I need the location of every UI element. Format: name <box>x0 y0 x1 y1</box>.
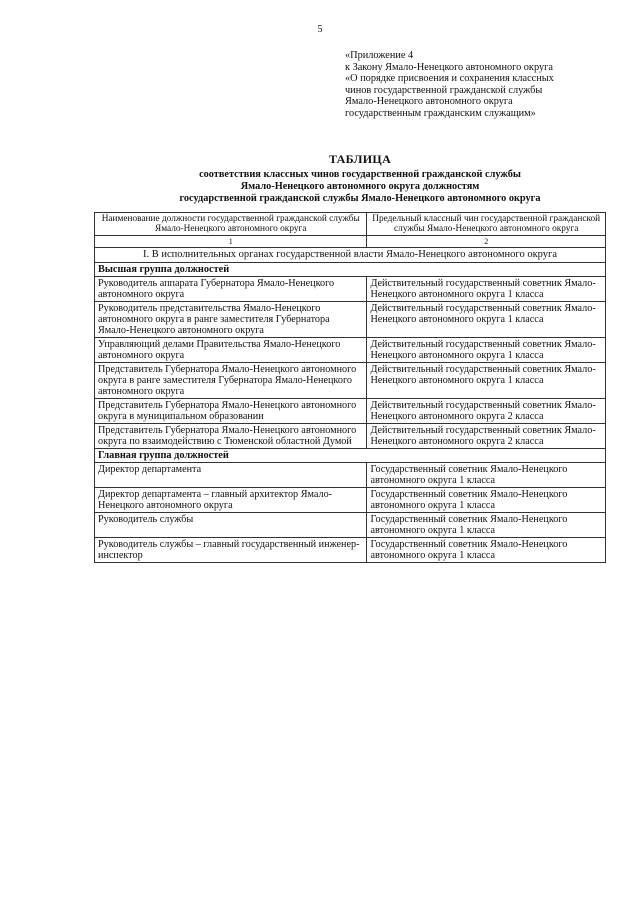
annex-line: Ямало-Ненецкого автономного округа <box>345 96 513 108</box>
table-header-row <box>95 213 606 236</box>
class-rank-cell: Действительный государственный советник Ямало-Ненецкого автономного округа 2 класса <box>367 399 606 424</box>
table-row <box>95 488 606 513</box>
class-rank-cell: Действительный государственный советник Ямало-Ненецкого автономного округа 2 класса <box>367 424 606 449</box>
header-class-rank: Предельный классный чин государственной гражданской службы Ямало-Ненецкого автономного округа <box>367 213 606 236</box>
class-rank-cell: Государственный советник Ямало-Ненецкого автономного округа 1 класса <box>367 513 606 538</box>
position-cell: Руководитель аппарата Губернатора Ямало-Ненецкого автономного округа <box>95 277 367 302</box>
rank-correspondence-table <box>94 212 606 563</box>
annex-reference <box>345 50 625 120</box>
class-rank-cell: Государственный советник Ямало-Ненецкого автономного округа 1 класса <box>367 488 606 513</box>
document-title <box>90 152 630 204</box>
title-line: соответствия классных чинов государственной гражданской службы <box>199 169 521 180</box>
annex-line: государственным гражданским служащим» <box>345 107 536 119</box>
position-cell: Представитель Губернатора Ямало-Ненецкого автономного округа по взаимодействию с Тюменской областной Думой <box>95 424 367 449</box>
position-cell: Руководитель службы – главный государственный инженер-инспектор <box>95 538 367 563</box>
class-rank-cell: Государственный советник Ямало-Ненецкого автономного округа 1 класса <box>367 463 606 488</box>
class-rank-cell: Действительный государственный советник Ямало-Ненецкого автономного округа 1 класса <box>367 363 606 399</box>
annex-line: «Приложение 4 <box>345 50 414 61</box>
group-title: Высшая группа должностей <box>95 263 606 277</box>
column-number-row <box>95 236 606 248</box>
table-row <box>95 399 606 424</box>
annex-line: к Закону Ямало-Ненецкого автономного округа <box>345 61 553 73</box>
table-row <box>95 338 606 363</box>
position-cell: Руководитель представительства Ямало-Ненецкого автономного округа в ранге заместителя Губернатора Ямало-Ненецкого автономного округа <box>95 302 367 338</box>
table-row <box>95 277 606 302</box>
annex-line: «О порядке присвоения и сохранения классных <box>345 73 554 85</box>
column-number: 1 <box>95 236 367 248</box>
column-number: 2 <box>367 236 606 248</box>
position-cell: Представитель Губернатора Ямало-Ненецкого автономного округа в ранге заместителя Губернатора Ямало-Ненецкого автономного округа <box>95 363 367 399</box>
section-title: I. В исполнительных органах государственной власти Ямало-Ненецкого автономного округа <box>95 248 606 263</box>
position-cell: Представитель Губернатора Ямало-Ненецкого автономного округа в муниципальном образовании <box>95 399 367 424</box>
table-row <box>95 538 606 563</box>
table-row <box>95 302 606 338</box>
table-row <box>95 513 606 538</box>
table-row <box>95 363 606 399</box>
position-cell: Директор департамента – главный архитектор Ямало-Ненецкого автономного округа <box>95 488 367 513</box>
title-line: государственной гражданской службы Ямало-Ненецкого автономного округа <box>179 192 541 204</box>
header-position: Наименование должности государственной гражданской службы Ямало-Ненецкого автономного округа <box>95 213 367 236</box>
position-cell: Руководитель службы <box>95 513 367 538</box>
page-number: 5 <box>317 24 323 35</box>
title-line: Ямало-Ненецкого автономного округа должностям <box>240 180 480 192</box>
position-cell: Директор департамента <box>95 463 367 488</box>
section-row <box>95 248 606 263</box>
group-title: Главная группа должностей <box>95 449 606 463</box>
class-rank-cell: Действительный государственный советник Ямало-Ненецкого автономного округа 1 класса <box>367 338 606 363</box>
group-row <box>95 449 606 463</box>
group-row <box>95 263 606 277</box>
annex-line: чинов государственной гражданской службы <box>345 84 543 96</box>
title-main: ТАБЛИЦА <box>328 152 392 166</box>
position-cell: Управляющий делами Правительства Ямало-Ненецкого автономного округа <box>95 338 367 363</box>
table-row <box>95 463 606 488</box>
class-rank-cell: Действительный государственный советник Ямало-Ненецкого автономного округа 1 класса <box>367 302 606 338</box>
table-row <box>95 424 606 449</box>
class-rank-cell: Государственный советник Ямало-Ненецкого автономного округа 1 класса <box>367 538 606 563</box>
class-rank-cell: Действительный государственный советник Ямало-Ненецкого автономного округа 1 класса <box>367 277 606 302</box>
